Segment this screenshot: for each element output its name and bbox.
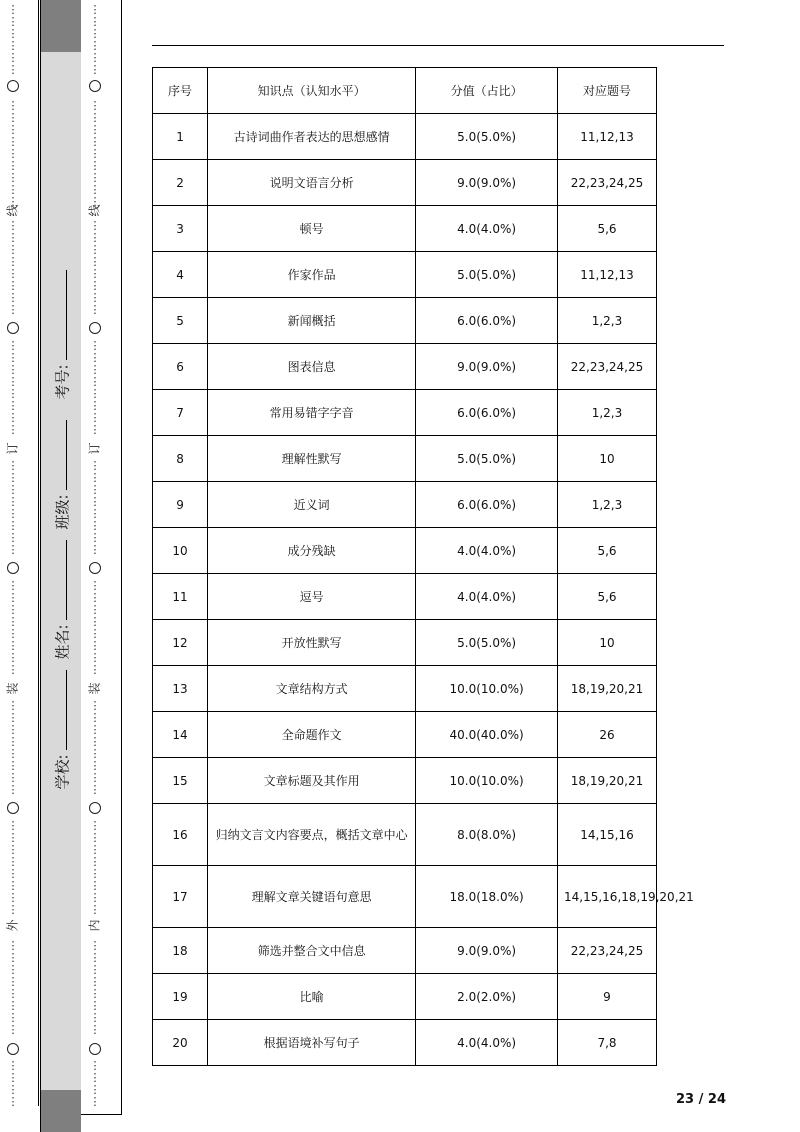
row-knowledge-point: 开放性默写	[208, 620, 416, 666]
seal-dot: ⋮	[89, 495, 101, 508]
row-knowledge-point: 逗号	[208, 574, 416, 620]
seal-dot: ⋮	[89, 975, 101, 988]
page-separator: /	[694, 1092, 708, 1107]
seal-circle-icon	[89, 80, 101, 92]
seal-dot: ⋮	[7, 627, 19, 640]
page-current: 23	[676, 1092, 695, 1107]
seal-dot: ⋮	[89, 99, 101, 112]
row-number: 11	[153, 574, 208, 620]
row-number: 2	[153, 160, 208, 206]
seal-dot: ⋮	[89, 747, 101, 760]
class-label: 班级:	[53, 494, 72, 530]
seal-dot: ⋮	[89, 1023, 101, 1036]
table-row	[153, 114, 657, 160]
binding-band-bottom-block	[40, 1090, 81, 1132]
row-question-numbers: 22,23,24,25	[558, 344, 657, 390]
row-number: 12	[153, 620, 208, 666]
row-score: 5.0(5.0%)	[416, 114, 558, 160]
seal-dot: ⋮	[89, 63, 101, 76]
seal-dot: ⋮	[89, 123, 101, 136]
row-score: 2.0(2.0%)	[416, 974, 558, 1020]
seal-circle-icon	[7, 80, 19, 92]
row-knowledge-point: 古诗词曲作者表达的思想感情	[208, 114, 416, 160]
row-number: 20	[153, 1020, 208, 1066]
seal-dot: ⋮	[89, 1083, 101, 1096]
table-header-row	[153, 68, 657, 114]
seal-circle-icon	[89, 322, 101, 334]
row-question-numbers: 22,23,24,25	[558, 928, 657, 974]
seal-dot: ⋮	[7, 1071, 19, 1084]
row-score: 10.0(10.0%)	[416, 758, 558, 804]
row-score: 5.0(5.0%)	[416, 620, 558, 666]
seal-mark: 外	[5, 919, 20, 932]
seal-dot: ⋮	[89, 867, 101, 880]
inner-seal-line	[87, 0, 103, 1106]
table-row	[153, 758, 657, 804]
row-score: 4.0(4.0%)	[416, 528, 558, 574]
seal-dot: ⋮	[7, 819, 19, 832]
seal-dot: ⋮	[7, 3, 19, 16]
row-knowledge-point: 全命题作文	[208, 712, 416, 758]
seal-dot: ⋮	[7, 867, 19, 880]
seal-dot: ⋮	[7, 831, 19, 844]
seal-dot: ⋮	[89, 375, 101, 388]
seal-dot: ⋮	[7, 171, 19, 184]
seal-dot: ⋮	[7, 699, 19, 712]
seal-dot: ⋮	[89, 267, 101, 280]
row-question-numbers: 10	[558, 436, 657, 482]
row-question-numbers: 1,2,3	[558, 482, 657, 528]
seal-dot: ⋮	[89, 903, 101, 916]
row-knowledge-point: 归纳文言文内容要点，概括文章中心	[208, 804, 416, 866]
exam-number-label: 考号:	[53, 364, 72, 400]
seal-circle-icon	[7, 322, 19, 334]
seal-dot: ⋮	[7, 663, 19, 676]
row-question-numbers: 10	[558, 620, 657, 666]
seal-dot: ⋮	[89, 159, 101, 172]
row-knowledge-point: 根据语境补写句子	[208, 1020, 416, 1066]
seal-dot: ⋮	[7, 615, 19, 628]
class-underline	[66, 420, 67, 490]
seal-dot: ⋮	[89, 843, 101, 856]
table-row	[153, 666, 657, 712]
row-number: 9	[153, 482, 208, 528]
seal-dot: ⋮	[89, 579, 101, 592]
row-knowledge-point: 说明文语言分析	[208, 160, 416, 206]
seal-dot: ⋮	[7, 27, 19, 40]
seal-mark: 内	[87, 919, 102, 932]
seal-dot: ⋮	[89, 147, 101, 160]
seal-dot: ⋮	[89, 219, 101, 232]
seal-dot: ⋮	[89, 663, 101, 676]
seal-dot: ⋮	[89, 387, 101, 400]
table-row	[153, 804, 657, 866]
seal-dot: ⋮	[7, 591, 19, 604]
seal-dot: ⋮	[7, 339, 19, 352]
seal-circle-icon	[89, 562, 101, 574]
seal-dot: ⋮	[7, 219, 19, 232]
row-number: 7	[153, 390, 208, 436]
seal-dot: ⋮	[7, 375, 19, 388]
seal-dot: ⋮	[7, 243, 19, 256]
seal-dot: ⋮	[89, 135, 101, 148]
row-question-numbers: 11,12,13	[558, 252, 657, 298]
seal-dot: ⋮	[7, 411, 19, 424]
seal-dot: ⋮	[7, 483, 19, 496]
seal-dot: ⋮	[7, 987, 19, 1000]
row-question-numbers: 18,19,20,21	[558, 666, 657, 712]
header-knowledge-point: 知识点（认知水平）	[208, 68, 416, 114]
table-row	[153, 206, 657, 252]
seal-circle-icon	[7, 562, 19, 574]
seal-dot: ⋮	[7, 759, 19, 772]
seal-dot: ⋮	[7, 975, 19, 988]
row-question-numbers: 5,6	[558, 574, 657, 620]
seal-dot: ⋮	[7, 1095, 19, 1108]
seal-dot: ⋮	[89, 1095, 101, 1108]
row-score: 5.0(5.0%)	[416, 252, 558, 298]
seal-dot: ⋮	[7, 99, 19, 112]
row-number: 19	[153, 974, 208, 1020]
row-question-numbers: 5,6	[558, 206, 657, 252]
seal-dot: ⋮	[7, 303, 19, 316]
seal-mark: 装	[87, 682, 102, 695]
seal-dot: ⋮	[7, 387, 19, 400]
header-rule	[152, 45, 724, 46]
seal-dot: ⋮	[7, 63, 19, 76]
seal-dot: ⋮	[7, 39, 19, 52]
row-knowledge-point: 理解性默写	[208, 436, 416, 482]
row-score: 5.0(5.0%)	[416, 436, 558, 482]
table-row	[153, 482, 657, 528]
student-info-fields	[48, 270, 76, 790]
row-question-numbers: 18,19,20,21	[558, 758, 657, 804]
row-number: 6	[153, 344, 208, 390]
row-score: 9.0(9.0%)	[416, 928, 558, 974]
table-row	[153, 928, 657, 974]
seal-circle-icon	[89, 802, 101, 814]
row-knowledge-point: 筛选并整合文中信息	[208, 928, 416, 974]
row-question-numbers: 26	[558, 712, 657, 758]
table-row	[153, 1020, 657, 1066]
seal-dot: ⋮	[7, 735, 19, 748]
seal-dot: ⋮	[89, 591, 101, 604]
row-score: 9.0(9.0%)	[416, 344, 558, 390]
seal-dot: ⋮	[89, 411, 101, 424]
seal-dot: ⋮	[89, 303, 101, 316]
seal-dot: ⋮	[89, 471, 101, 484]
row-number: 16	[153, 804, 208, 866]
seal-dot: ⋮	[7, 879, 19, 892]
row-knowledge-point: 理解文章关键语句意思	[208, 866, 416, 928]
seal-dot: ⋮	[89, 855, 101, 868]
seal-dot: ⋮	[7, 123, 19, 136]
seal-dot: ⋮	[7, 951, 19, 964]
seal-dot: ⋮	[89, 507, 101, 520]
seal-dot: ⋮	[89, 279, 101, 292]
row-knowledge-point: 比喻	[208, 974, 416, 1020]
seal-dot: ⋮	[89, 771, 101, 784]
seal-dot: ⋮	[7, 135, 19, 148]
row-question-numbers: 5,6	[558, 528, 657, 574]
seal-dot: ⋮	[7, 51, 19, 64]
row-question-numbers: 14,15,16	[558, 804, 657, 866]
row-knowledge-point: 常用易错字字音	[208, 390, 416, 436]
row-question-numbers: 9	[558, 974, 657, 1020]
school-field[interactable]	[48, 670, 76, 790]
row-question-numbers: 22,23,24,25	[558, 160, 657, 206]
seal-dot: ⋮	[7, 507, 19, 520]
exam-number-underline	[66, 270, 67, 360]
seal-dot: ⋮	[7, 771, 19, 784]
row-score: 10.0(10.0%)	[416, 666, 558, 712]
seal-dot: ⋮	[7, 495, 19, 508]
seal-dot: ⋮	[7, 939, 19, 952]
seal-dot: ⋮	[7, 891, 19, 904]
page-number	[676, 1092, 726, 1107]
seal-dot: ⋮	[7, 843, 19, 856]
seal-dot: ⋮	[89, 243, 101, 256]
seal-dot: ⋮	[89, 255, 101, 268]
row-knowledge-point: 文章标题及其作用	[208, 758, 416, 804]
seal-mark: 订	[5, 442, 20, 455]
table-row	[153, 390, 657, 436]
seal-dot: ⋮	[7, 1083, 19, 1096]
seal-dot: ⋮	[89, 195, 101, 208]
table-row	[153, 160, 657, 206]
seal-dot: ⋮	[7, 531, 19, 544]
seal-dot: ⋮	[89, 699, 101, 712]
binding-band-top-block	[40, 0, 81, 52]
class-field[interactable]	[48, 420, 76, 540]
row-knowledge-point: 顿号	[208, 206, 416, 252]
seal-dot: ⋮	[89, 111, 101, 124]
seal-dot: ⋮	[7, 1011, 19, 1024]
school-label: 学校:	[53, 754, 72, 790]
seal-dot: ⋮	[89, 1071, 101, 1084]
row-question-numbers: 7,8	[558, 1020, 657, 1066]
seal-dot: ⋮	[89, 831, 101, 844]
seal-dot: ⋮	[7, 963, 19, 976]
exam-number-field[interactable]	[48, 270, 76, 420]
page-total: 24	[707, 1092, 726, 1107]
seal-dot: ⋮	[7, 639, 19, 652]
seal-dot: ⋮	[7, 579, 19, 592]
seal-circle-icon	[89, 1043, 101, 1055]
seal-dot: ⋮	[7, 603, 19, 616]
seal-dot: ⋮	[89, 615, 101, 628]
row-score: 40.0(40.0%)	[416, 712, 558, 758]
row-number: 17	[153, 866, 208, 928]
seal-dot: ⋮	[89, 735, 101, 748]
seal-dot: ⋮	[7, 747, 19, 760]
seal-dot: ⋮	[89, 15, 101, 28]
seal-dot: ⋮	[89, 171, 101, 184]
seal-dot: ⋮	[7, 15, 19, 28]
row-score: 6.0(6.0%)	[416, 298, 558, 344]
seal-dot: ⋮	[89, 291, 101, 304]
seal-dot: ⋮	[89, 543, 101, 556]
seal-dot: ⋮	[7, 999, 19, 1012]
seal-dot: ⋮	[7, 855, 19, 868]
header-question-numbers: 对应题号	[558, 68, 657, 114]
seal-dot: ⋮	[89, 759, 101, 772]
seal-dot: ⋮	[7, 111, 19, 124]
seal-dot: ⋮	[89, 1059, 101, 1072]
seal-dot: ⋮	[7, 279, 19, 292]
seal-dot: ⋮	[89, 1011, 101, 1024]
row-score: 4.0(4.0%)	[416, 206, 558, 252]
seal-dot: ⋮	[7, 231, 19, 244]
table-row	[153, 298, 657, 344]
seal-dot: ⋮	[89, 3, 101, 16]
row-number: 10	[153, 528, 208, 574]
seal-dot: ⋮	[7, 399, 19, 412]
row-knowledge-point: 文章结构方式	[208, 666, 416, 712]
seal-dot: ⋮	[89, 183, 101, 196]
seal-dot: ⋮	[89, 987, 101, 1000]
row-number: 8	[153, 436, 208, 482]
row-question-numbers: 11,12,13	[558, 114, 657, 160]
binding-band-edge-left	[40, 0, 41, 1132]
row-knowledge-point: 新闻概括	[208, 298, 416, 344]
table-row	[153, 712, 657, 758]
seal-dot: ⋮	[89, 231, 101, 244]
header-score: 分值（占比）	[416, 68, 558, 114]
row-question-numbers: 14,15,16,18,19,20,21	[558, 866, 657, 928]
row-number: 15	[153, 758, 208, 804]
seal-dot: ⋮	[7, 459, 19, 472]
knowledge-point-table	[152, 67, 694, 1066]
seal-dot: ⋮	[89, 783, 101, 796]
header-number: 序号	[153, 68, 208, 114]
seal-dot: ⋮	[89, 603, 101, 616]
row-number: 1	[153, 114, 208, 160]
row-score: 6.0(6.0%)	[416, 390, 558, 436]
seal-circle-icon	[7, 1043, 19, 1055]
table-row	[153, 974, 657, 1020]
seal-dot: ⋮	[89, 819, 101, 832]
seal-dot: ⋮	[89, 627, 101, 640]
seal-dot: ⋮	[7, 1059, 19, 1072]
row-number: 13	[153, 666, 208, 712]
seal-dot: ⋮	[7, 723, 19, 736]
row-number: 5	[153, 298, 208, 344]
row-number: 3	[153, 206, 208, 252]
seal-dot: ⋮	[7, 903, 19, 916]
seal-mark: 订	[87, 442, 102, 455]
seal-mark: 线	[87, 204, 102, 217]
row-question-numbers: 1,2,3	[558, 298, 657, 344]
seal-mark: 线	[5, 204, 20, 217]
seal-circle-icon	[7, 802, 19, 814]
row-knowledge-point: 作家作品	[208, 252, 416, 298]
seal-dot: ⋮	[7, 783, 19, 796]
binding-outer-line	[38, 0, 39, 1106]
row-knowledge-point: 图表信息	[208, 344, 416, 390]
seal-dot: ⋮	[89, 963, 101, 976]
row-number: 4	[153, 252, 208, 298]
row-knowledge-point: 近义词	[208, 482, 416, 528]
school-underline	[66, 670, 67, 750]
seal-dot: ⋮	[89, 639, 101, 652]
row-question-numbers: 1,2,3	[558, 390, 657, 436]
row-score: 4.0(4.0%)	[416, 1020, 558, 1066]
seal-dot: ⋮	[89, 459, 101, 472]
seal-dot: ⋮	[89, 51, 101, 64]
name-field[interactable]	[48, 540, 76, 670]
seal-dot: ⋮	[89, 531, 101, 544]
table-row	[153, 436, 657, 482]
seal-dot: ⋮	[7, 267, 19, 280]
seal-mark: 装	[5, 682, 20, 695]
name-underline	[66, 540, 67, 620]
table-row	[153, 866, 657, 928]
seal-dot: ⋮	[89, 999, 101, 1012]
seal-dot: ⋮	[89, 351, 101, 364]
seal-dot: ⋮	[89, 363, 101, 376]
seal-dot: ⋮	[7, 291, 19, 304]
seal-dot: ⋮	[89, 39, 101, 52]
seal-dot: ⋮	[7, 711, 19, 724]
seal-dot: ⋮	[89, 723, 101, 736]
table-row	[153, 620, 657, 666]
table-row	[153, 574, 657, 620]
row-score: 6.0(6.0%)	[416, 482, 558, 528]
seal-dot: ⋮	[7, 183, 19, 196]
name-label: 姓名:	[53, 624, 72, 660]
seal-dot: ⋮	[7, 147, 19, 160]
table-row	[153, 528, 657, 574]
table-row	[153, 344, 657, 390]
seal-dot: ⋮	[89, 519, 101, 532]
table-row	[153, 252, 657, 298]
seal-dot: ⋮	[7, 519, 19, 532]
row-score: 8.0(8.0%)	[416, 804, 558, 866]
seal-dot: ⋮	[7, 255, 19, 268]
seal-dot: ⋮	[7, 543, 19, 556]
row-knowledge-point: 成分残缺	[208, 528, 416, 574]
seal-dot: ⋮	[89, 939, 101, 952]
seal-dot: ⋮	[89, 891, 101, 904]
seal-dot: ⋮	[7, 423, 19, 436]
seal-dot: ⋮	[89, 27, 101, 40]
seal-dot: ⋮	[89, 951, 101, 964]
seal-dot: ⋮	[89, 711, 101, 724]
seal-dot: ⋮	[89, 651, 101, 664]
seal-dot: ⋮	[89, 399, 101, 412]
row-score: 9.0(9.0%)	[416, 160, 558, 206]
seal-dot: ⋮	[89, 879, 101, 892]
seal-dot: ⋮	[89, 339, 101, 352]
table-body	[153, 114, 694, 1066]
seal-dot: ⋮	[7, 1023, 19, 1036]
seal-dot: ⋮	[89, 423, 101, 436]
row-number: 18	[153, 928, 208, 974]
seal-dot: ⋮	[7, 351, 19, 364]
seal-dot: ⋮	[7, 195, 19, 208]
row-number: 14	[153, 712, 208, 758]
seal-dot: ⋮	[7, 363, 19, 376]
seal-dot: ⋮	[7, 651, 19, 664]
seal-dot: ⋮	[89, 483, 101, 496]
seal-dot: ⋮	[7, 471, 19, 484]
row-score: 4.0(4.0%)	[416, 574, 558, 620]
outer-seal-line	[5, 0, 21, 1106]
row-score: 18.0(18.0%)	[416, 866, 558, 928]
seal-dot: ⋮	[7, 159, 19, 172]
